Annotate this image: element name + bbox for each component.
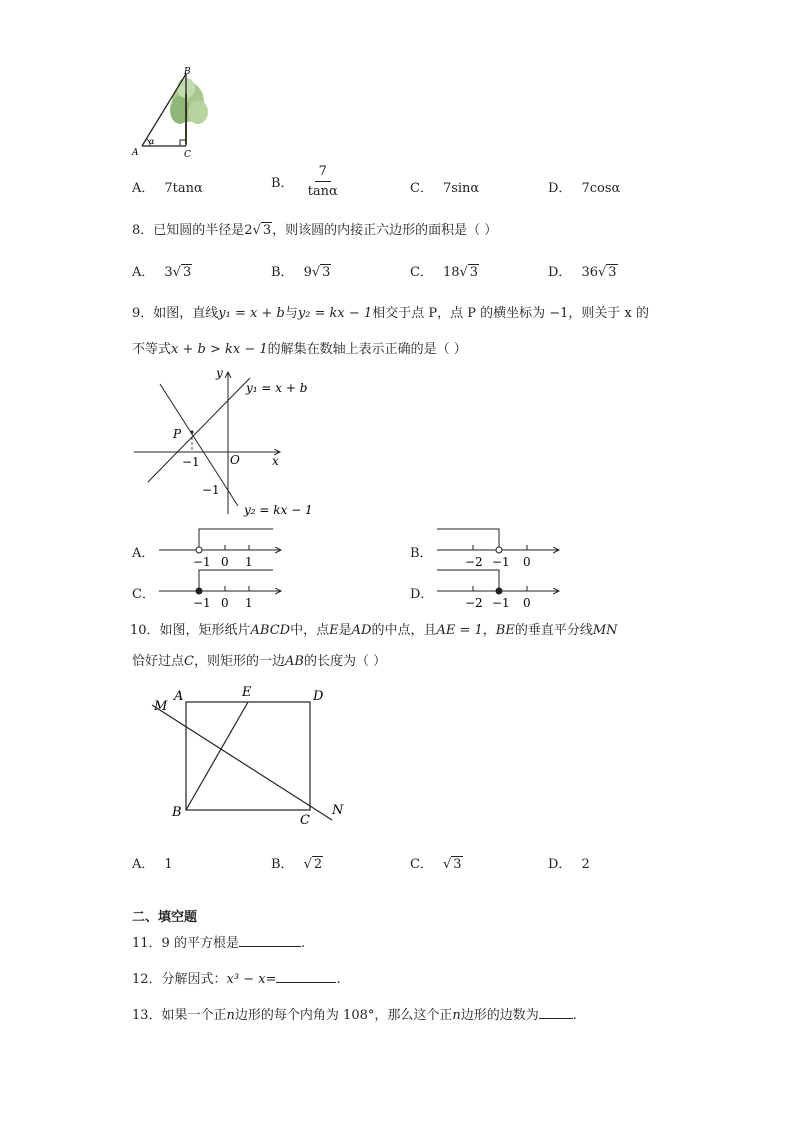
stem-text: 的解集在数轴上表示正确的是（ ）: [267, 342, 467, 357]
q10-option-a[interactable]: [132, 853, 173, 872]
tick-label: 1: [245, 596, 253, 610]
stem-text: 相交于点 P，点 P 的横坐标为 −1，则关于 x 的: [372, 306, 649, 321]
label-e: E: [242, 685, 252, 700]
option-text: 2: [581, 857, 590, 872]
q8-option-a[interactable]: [132, 261, 192, 280]
q8-option-d[interactable]: [548, 261, 618, 280]
radicand: 3: [608, 265, 617, 280]
q8-stem: [132, 219, 497, 238]
option-key: A．: [132, 181, 155, 196]
tick-label: 0: [523, 555, 531, 569]
label-b: B: [184, 67, 191, 77]
sqrt: √ 3: [252, 223, 272, 238]
q10-option-d[interactable]: [548, 853, 590, 872]
sqrt: √ 3: [442, 857, 462, 872]
coef: 2: [244, 223, 253, 238]
tick-label: −1: [193, 555, 211, 569]
point-p: [191, 431, 194, 434]
radicand: 3: [182, 265, 192, 280]
origin-label: O: [230, 453, 240, 467]
tick-label: −2: [465, 596, 483, 610]
solution-bracket: [199, 570, 273, 591]
math-ae: AE = 1: [436, 623, 483, 638]
option-key: A．: [132, 857, 155, 872]
open-dot: [196, 547, 202, 553]
q10-option-c[interactable]: [410, 853, 463, 872]
label-a: A: [174, 689, 184, 704]
label-a: A: [132, 148, 139, 158]
stem-text: 的垂直平分线: [514, 623, 593, 638]
label-d: D: [313, 689, 324, 704]
tick-label: 1: [245, 555, 253, 569]
option-key: D．: [548, 181, 572, 196]
option-key: B．: [271, 857, 294, 872]
stem-text: 10．如图，矩形纸片: [130, 623, 251, 638]
q8-option-c[interactable]: [410, 261, 479, 280]
equation-y2: y₂ = kx − 1: [297, 306, 373, 321]
sqrt: √ 3: [459, 265, 479, 280]
q9-option-d-numberline[interactable]: [433, 565, 568, 611]
option-text: 1: [164, 857, 173, 872]
line-y1-label: y₁ = x + b: [246, 381, 308, 395]
option-key: D．: [548, 265, 572, 280]
stem-text: 边形的每个内角为 108°，那么这个正: [234, 1008, 453, 1023]
option-key: C．: [410, 265, 433, 280]
label-b: B: [172, 805, 182, 820]
sqrt: √ 2: [303, 857, 323, 872]
y-axis-label: y: [216, 366, 223, 380]
option-key: C．: [410, 181, 433, 196]
equation-y1: y₁ = x + b: [218, 306, 285, 321]
fraction: [308, 164, 338, 199]
option-text: 7sinα: [442, 181, 480, 196]
q10-stem-line2: [132, 650, 386, 669]
stem-text: 不等式: [132, 342, 172, 357]
q10-rectangle-figure: [140, 680, 360, 830]
radicand: 3: [262, 223, 272, 238]
inequality: x + b > kx − 1: [171, 342, 268, 357]
sqrt: √ 3: [311, 265, 331, 280]
q9-option-a-key[interactable]: A．: [132, 546, 155, 561]
p-label: P: [173, 427, 182, 441]
q13: [132, 1004, 577, 1023]
coef: 9: [303, 265, 312, 280]
q11: [132, 932, 305, 951]
sqrt: √ 3: [597, 265, 617, 280]
stem-text: 8．已知圆的半径是: [132, 223, 245, 238]
q10-stem-line1: [130, 619, 618, 638]
q9-option-c-numberline[interactable]: [155, 565, 290, 611]
section-title: 二、填空题: [132, 910, 198, 925]
tick-label: 0: [221, 596, 229, 610]
q7-option-d[interactable]: [548, 177, 620, 196]
q9-graph: [130, 364, 330, 524]
coef: 36: [581, 265, 598, 280]
tick-label: 0: [523, 596, 531, 610]
math-mn: MN: [592, 623, 618, 638]
label-c: C: [184, 150, 191, 160]
solution-bracket: [199, 529, 273, 550]
option-key: B．: [271, 265, 294, 280]
math-ad: AD: [351, 623, 372, 638]
q8-option-b[interactable]: [271, 261, 331, 280]
expression: x³ − x=: [226, 972, 277, 987]
option-text: 7tanα: [164, 181, 203, 196]
q9-option-b-key[interactable]: B．: [410, 546, 433, 561]
stem-text: 11．9 的平方根是: [132, 936, 239, 951]
tick-label: −2: [465, 555, 483, 569]
math-n: n: [452, 1008, 461, 1023]
fraction-numerator: 7: [315, 164, 331, 182]
q9-option-d-key[interactable]: D．: [410, 587, 434, 602]
q10-option-b[interactable]: [271, 853, 323, 872]
open-dot: [496, 547, 502, 553]
q7-option-c[interactable]: [410, 177, 479, 196]
label-n: N: [332, 803, 344, 818]
fraction-denominator: tanα: [307, 184, 338, 199]
option-key: D．: [548, 857, 572, 872]
stem-text: ，则矩形的一边: [193, 654, 285, 669]
stem-text: 9．如图，直线: [132, 306, 219, 321]
q9-option-b-numberline[interactable]: [433, 524, 568, 570]
radicand: 3: [453, 857, 462, 872]
q9-stem-line2: [132, 338, 467, 357]
tick-label: −1: [492, 555, 510, 569]
tick-label: 0: [221, 555, 229, 569]
closed-dot: [496, 588, 502, 594]
stem-text: 恰好过点: [132, 654, 185, 669]
answer-blank[interactable]: [539, 1006, 573, 1019]
stem-text: ，: [482, 623, 496, 638]
radicand: 3: [469, 265, 479, 280]
q7-option-b[interactable]: [271, 164, 338, 199]
stem-text: 与: [284, 306, 298, 321]
tick-label: −1: [193, 596, 211, 610]
stem-text: 12．分解因式：: [132, 972, 227, 987]
math-n: n: [226, 1008, 235, 1023]
option-key: C．: [410, 857, 433, 872]
line-y2-label: y₂ = kx − 1: [244, 503, 313, 517]
closed-dot: [196, 588, 202, 594]
answer-blank[interactable]: [239, 934, 301, 947]
coef: 3: [164, 265, 173, 280]
x-axis-label: x: [272, 454, 279, 468]
stem-text: 中，点: [290, 623, 330, 638]
q9-option-a-numberline[interactable]: [155, 524, 290, 570]
tree-foliage: [170, 78, 208, 124]
stem-text: 是: [338, 623, 352, 638]
line-mn: [152, 705, 332, 820]
solution-bracket: [437, 529, 499, 550]
stem-text: 13．如果一个正: [132, 1008, 227, 1023]
stem-text: .: [300, 936, 306, 951]
y-intercept-label: −1: [202, 483, 220, 497]
stem-text: .: [572, 1008, 577, 1023]
option-text: 7cosα: [581, 181, 621, 196]
q9-option-c-key[interactable]: C．: [132, 587, 155, 602]
label-c: C: [300, 813, 310, 828]
tick-label: −1: [492, 596, 510, 610]
stem-text: ，则该圆的内接正六边形的面积是（ ）: [272, 223, 498, 238]
segment-be: [186, 702, 248, 810]
option-key: B．: [271, 176, 294, 191]
label-alpha: α: [149, 137, 155, 146]
q9-stem-line1: [132, 302, 649, 321]
stem-text: 的长度为（ ）: [303, 654, 387, 669]
math-ab: AB: [284, 654, 304, 669]
math-e: E: [329, 623, 339, 638]
option-key: A．: [132, 265, 155, 280]
stem-text: .: [336, 972, 341, 987]
stem-text: 的中点，且: [371, 623, 437, 638]
math-be: BE: [495, 623, 515, 638]
sqrt: √ 3: [172, 265, 192, 280]
label-m: M: [154, 699, 168, 714]
coef: 18: [442, 265, 460, 280]
q12: [132, 968, 341, 987]
q7-tree-figure: [128, 64, 208, 160]
x-intercept-label: −1: [182, 455, 200, 469]
q7-option-a[interactable]: [132, 177, 203, 196]
solution-bracket: [437, 570, 499, 591]
radicand: 2: [313, 857, 323, 872]
math-abcd: ABCD: [250, 623, 291, 638]
radicand: 3: [322, 265, 331, 280]
answer-blank[interactable]: [276, 970, 336, 983]
stem-text: 边形的边数为: [460, 1008, 539, 1023]
math-c: C: [184, 654, 194, 669]
